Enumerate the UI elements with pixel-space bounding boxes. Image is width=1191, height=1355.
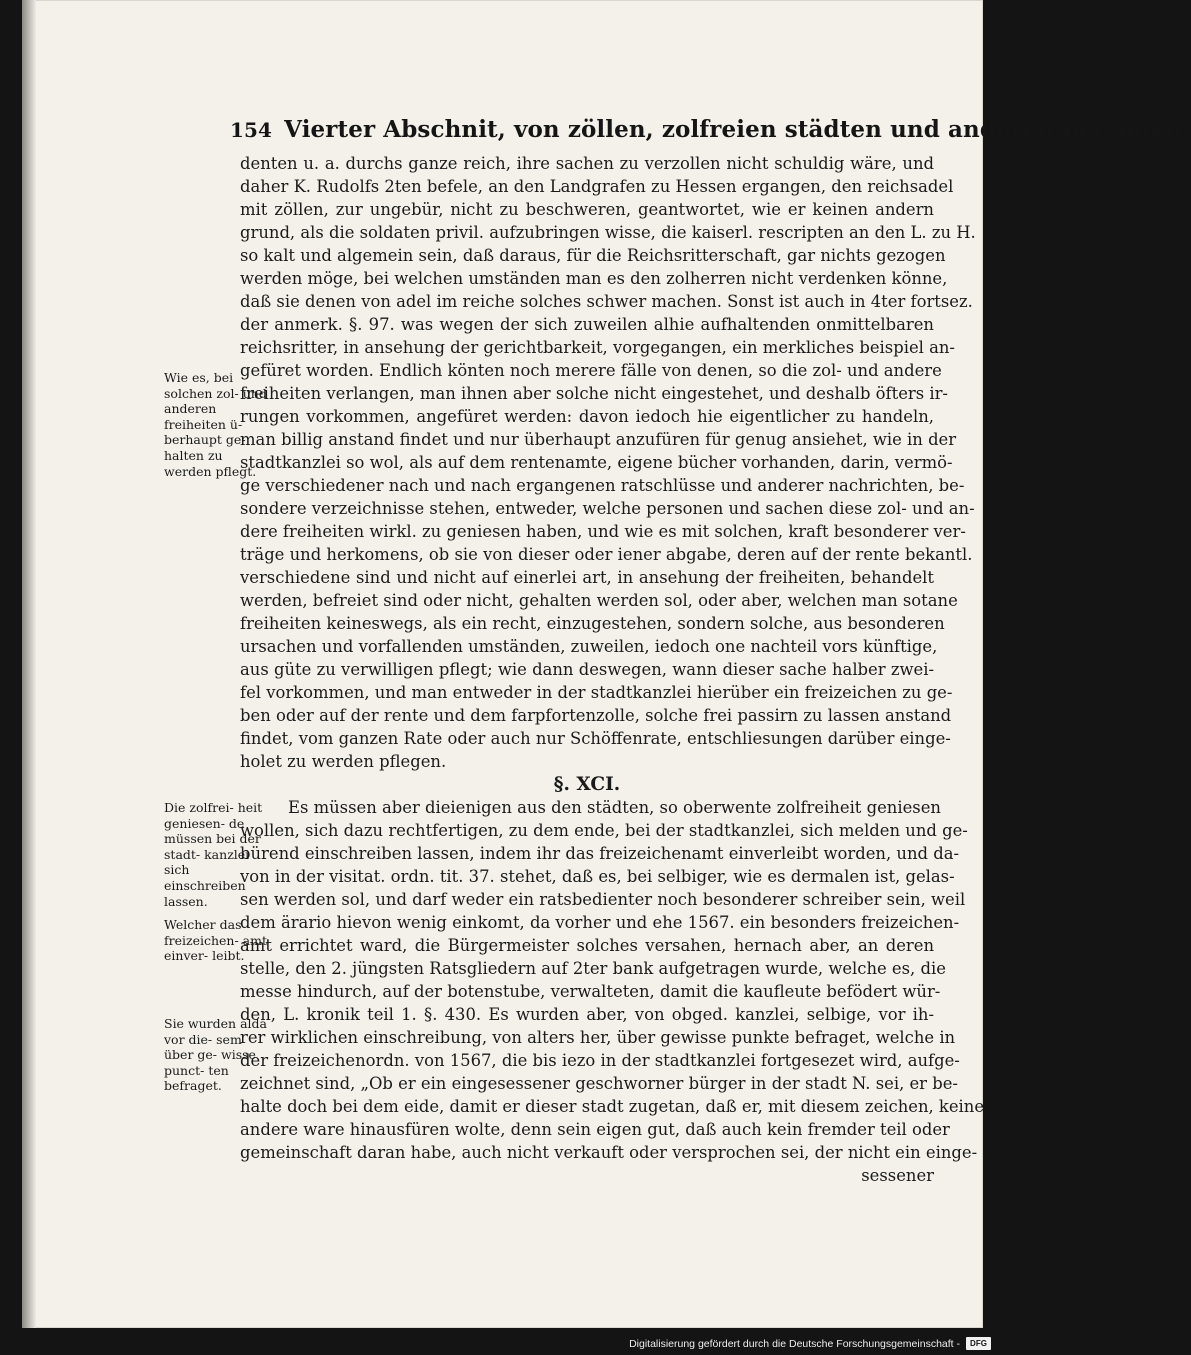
text-line: daß sie denen von adel im reiche solches schwer machen. Sonst ist auch in 4ter fortsez. <box>240 292 973 311</box>
body-text <box>240 152 985 1187</box>
text-line: daher K. Rudolfs 2ten befele, an den Landgrafen zu Hessen ergangen, den reichsadel <box>240 177 954 196</box>
dfg-logo: DFG <box>966 1337 991 1350</box>
text-line: Es müssen aber dieienigen aus den städten, so oberwente zolfreiheit geniesen <box>288 798 941 817</box>
text-line: reichsritter, in ansehung der gerichtbarkeit, vorgegangen, ein merkliches beispiel an- <box>240 338 955 357</box>
margin-note: Wie es, bei solchen zol- und anderen freiheiten ü- berhaupt ge- halten zu werden pflegt. <box>164 370 267 479</box>
text-line: gemeinschaft daran habe, auch nicht verkauft oder versprochen sei, der nicht ein einge- <box>240 1143 978 1162</box>
text-line: andere ware hinausfüren wolte, denn sein eigen gut, daß auch kein fremder teil oder <box>240 1120 950 1139</box>
text-line: so kalt und algemein sein, daß daraus, für die Reichsritterschaft, gar nichts gezogen <box>240 246 946 265</box>
footer-bar <box>0 1334 1000 1355</box>
margin-note: Sie wurden alda vor die- sem über ge- wisse punct- ten befraget. <box>164 1016 267 1094</box>
text-line: halte doch bei dem eide, damit er dieser stadt zugetan, daß er, mit diesem zeichen, keine <box>240 1097 985 1116</box>
running-header <box>230 116 1191 143</box>
text-line: fel vorkommen, und man entweder in der stadtkanzlei hierüber ein freizeichen zu ge- <box>240 683 953 702</box>
text-line: man billig anstand findet und nur überhaupt anzufüren für genug ansiehet, wie in der <box>240 430 957 449</box>
text-line: werden, befreiet sind oder nicht, gehalten werden sol, oder aber, welchen man sotane <box>240 591 958 610</box>
text-line: ben oder auf der rente und dem farpfortenzolle, solche frei passirn zu lassen anstand <box>240 706 952 725</box>
page-gutter-shadow <box>22 0 36 1328</box>
text-line: wollen, sich dazu rechtfertigen, zu dem ende, bei der stadtkanzlei, sich melden und ge- <box>240 821 968 840</box>
text-line: von in der visitat. ordn. tit. 37. stehet, daß es, bei selbiger, wie es dermalen ist, gelas- <box>240 867 955 886</box>
text-line: dere freiheiten wirkl. zu geniesen haben, und wie es mit solchen, kraft besonderer ver- <box>240 522 966 541</box>
text-line: träge und herkomens, ob sie von dieser oder iener abgabe, deren auf der rente bekantl. <box>240 545 973 564</box>
funding-credit: Digitalisierung gefördert durch die Deutsche Forschungsgemeinschaft - <box>629 1338 960 1350</box>
text-line: der freizeichenordn. von 1567, die bis iezo in der stadtkanzlei fortgesezet wird, aufge- <box>240 1051 960 1070</box>
catchword: sessener <box>861 1166 934 1185</box>
text-line: stadtkanzlei so wol, als auf dem rentenamte, eigene bücher vorhanden, darin, vermö- <box>240 453 953 472</box>
text-line: stelle, den 2. jüngsten Ratsgliedern auf 2ter bank aufgetragen wurde, welche es, die <box>240 959 946 978</box>
text-line: aus güte zu verwilligen pflegt; wie dann deswegen, wann dieser sache halber zwei- <box>240 660 934 679</box>
text-line: rungen vorkommen, angefüret werden: davon iedoch hie eigentlicher zu handeln, <box>240 407 934 426</box>
text-line: den, L. kronik teil 1. §. 430. Es wurden aber, von obged. kanzlei, selbige, vor ih- <box>240 1005 934 1024</box>
text-line: gefüret worden. Endlich könten noch merere fälle von denen, so die zol- und andere <box>240 361 942 380</box>
text-line: sen werden sol, und darf weder ein ratsbedienter noch besonderer schreiber sein, weil <box>240 890 966 909</box>
margin-note: Die zolfrei- heit geniesen- de müssen bei der stadt- kanzlei sich einschreiben lassen. <box>164 800 263 909</box>
text-line: bürend einschreiben lassen, indem ihr das freizeichenamt einverleibt worden, und da- <box>240 844 960 863</box>
text-line: verschiedene sind und nicht auf einerlei art, in ansehung der freiheiten, behandelt <box>240 568 934 587</box>
text-line: holet zu werden pflegen. <box>240 752 447 771</box>
text-line: werden möge, bei welchen umständen man es den zolherren nicht verdenken könne, <box>240 269 948 288</box>
running-title: Vierter Abschnit, von zöllen, zolfreien städten und anderen personen, <box>284 116 1191 143</box>
page-number: 154 <box>230 118 273 142</box>
text-line: sondere verzeichnisse stehen, entweder, welche personen und sachen diese zol- und an- <box>240 499 975 518</box>
text-line: der anmerk. §. 97. was wegen der sich zuweilen alhie aufhaltenden onmittelbaren <box>240 315 934 334</box>
margin-note: Welcher das freizeichen- amt einver- leibt. <box>164 917 268 964</box>
text-line: freiheiten keineswegs, als ein recht, einzugestehen, sondern solche, aus besonderen <box>240 614 945 633</box>
book-page <box>22 0 1191 1328</box>
text-line: findet, vom ganzen Rate oder auch nur Schöffenrate, entschliesungen darüber einge- <box>240 729 951 748</box>
text-line: rer wirklichen einschreibung, von alters her, über gewisse punkte befraget, welche in <box>240 1028 956 1047</box>
section-heading: §. XCI. <box>553 774 621 795</box>
text-line: denten u. a. durchs ganze reich, ihre sachen zu verzollen nicht schuldig wäre, und <box>240 154 934 173</box>
text-line: freiheiten verlangen, man ihnen aber solche nicht eingestehet, und deshalb öfters ir- <box>240 384 948 403</box>
text-line: ursachen und vorfallenden umständen, zuweilen, iedoch one nachteil vors künftige, <box>240 637 938 656</box>
text-line: mit zöllen, zur ungebür, nicht zu beschweren, geantwortet, wie er keinen andern <box>240 200 934 219</box>
text-line: messe hindurch, auf der botenstube, verwalteten, damit die kaufleute befödert wür- <box>240 982 941 1001</box>
text-line: zeichnet sind, „Ob er ein eingesessener geschworner bürger in der stadt N. sei, er be- <box>240 1074 958 1093</box>
text-line: dem ärario hievon wenig einkomt, da vorher und ehe 1567. ein besonders freizeichen- <box>240 913 960 932</box>
text-line: grund, als die soldaten privil. aufzubringen wisse, die kaiserl. rescripten an den L. zu H. <box>240 223 976 242</box>
text-line: amt errichtet ward, die Bürgermeister solches versahen, hernach aber, an deren <box>240 936 934 955</box>
text-line: ge verschiedener nach und nach ergangenen ratschlüsse und anderer nachrichten, be- <box>240 476 965 495</box>
